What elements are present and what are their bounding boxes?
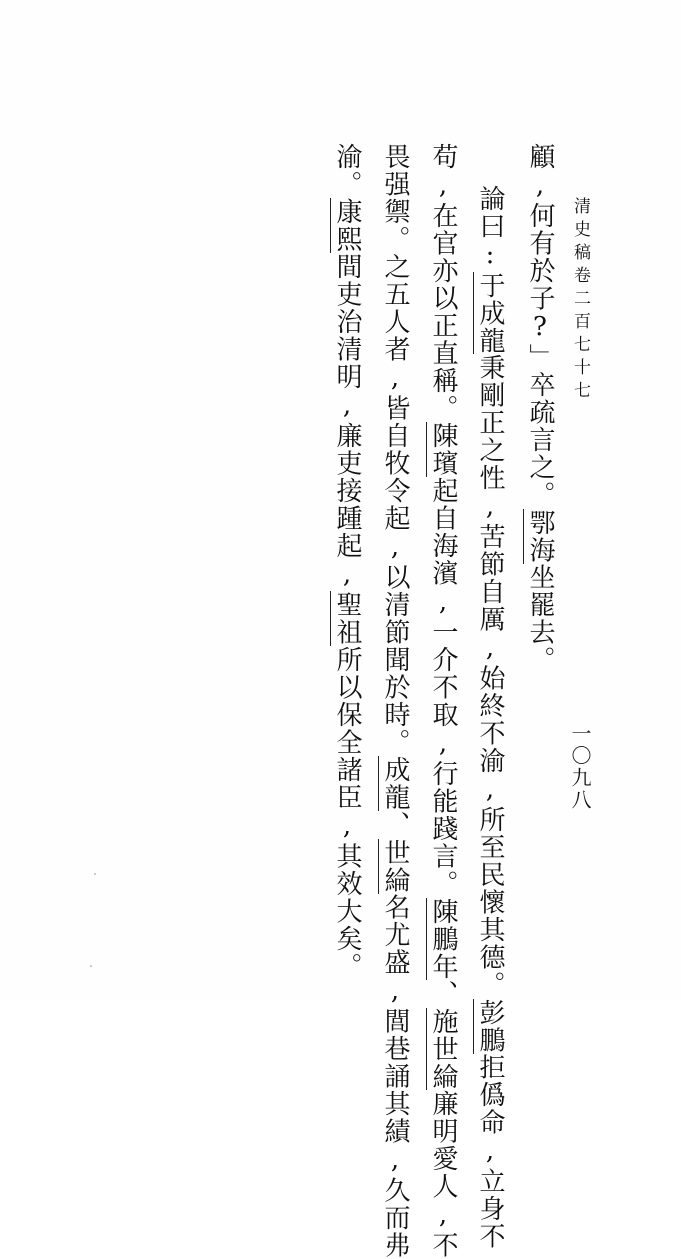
column-segment: 畏强禦。之五人者,皆自牧令起,以清節聞於時。 xyxy=(380,143,410,756)
proper-noun-mark: 康熙 xyxy=(330,198,362,253)
text-column-3 xyxy=(428,143,458,1259)
page-number: 一〇九八 xyxy=(568,723,592,811)
column-segment: 、 xyxy=(380,811,410,839)
proper-noun-mark: 施世綸 xyxy=(426,1008,458,1091)
text-column-4 xyxy=(380,143,410,1259)
proper-noun-mark: 彭鵬 xyxy=(473,999,505,1054)
text-column-5 xyxy=(332,143,362,980)
column-segment: 渝。 xyxy=(332,143,362,198)
column-segment: 起自海濱,一介不取,行能踐言。 xyxy=(428,477,458,898)
column-segment: 苟,在官亦以正直稱。 xyxy=(428,143,458,422)
scan-speck xyxy=(90,965,92,967)
column-segment: 論曰: xyxy=(475,185,505,272)
proper-noun-mark: 成龍 xyxy=(378,756,410,811)
column-segment: 顧,何有於子?」卒疏言之。 xyxy=(525,143,555,509)
column-segment: 拒僞命,立身不 xyxy=(475,1054,505,1251)
column-segment: 秉剛正之性,苦節自厲,始終不渝,所至民懷其德。 xyxy=(475,354,505,999)
proper-noun-mark: 陳鵬年 xyxy=(426,898,458,981)
proper-noun-mark: 世綸 xyxy=(378,839,410,894)
proper-noun-mark: 鄂海 xyxy=(523,509,555,564)
column-segment: 名尤盛,閭巷誦其績,久而弗 xyxy=(380,894,410,1259)
column-segment: 廉明愛人,不 xyxy=(428,1090,458,1259)
column-segment: 、 xyxy=(428,980,458,1008)
proper-noun-mark: 于成龍 xyxy=(473,272,505,355)
column-segment: 所以保全諸臣,其效大矣。 xyxy=(332,646,362,980)
scan-speck xyxy=(94,873,96,875)
text-column-2 xyxy=(475,185,505,1250)
column-segment: 坐罷去。 xyxy=(525,564,555,674)
running-title: 清史稿卷二百七十七 xyxy=(570,197,590,404)
column-segment: 間吏治清明,廉吏接踵起, xyxy=(332,253,362,591)
proper-noun-mark: 聖祖 xyxy=(330,591,362,646)
proper-noun-mark: 陳璸 xyxy=(426,422,458,477)
text-column-1 xyxy=(525,143,555,674)
